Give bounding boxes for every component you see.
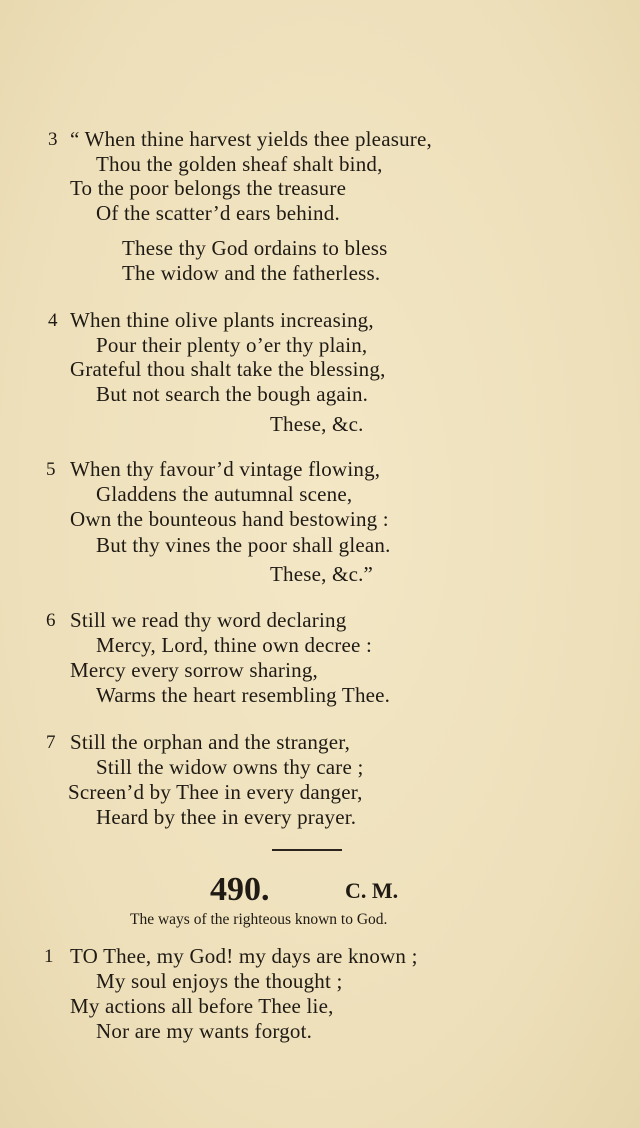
verse-line: Warms the heart resembling Thee. xyxy=(96,683,391,707)
verse-line: “ When thine harvest yields thee pleasure, xyxy=(70,127,432,151)
verse-line: TO Thee, my God! my days are known ; xyxy=(70,944,418,968)
refrain-line: These, &c. xyxy=(270,412,364,436)
hymn-subtitle: The ways of the righteous known to God. xyxy=(130,911,388,928)
verse-line: Screen’d by Thee in every danger, xyxy=(68,780,363,804)
verse-line: When thy favour’d vintage flowing, xyxy=(70,457,381,481)
hymn-meter: C. M. xyxy=(345,878,399,903)
refrain-line: These thy God ordains to bless xyxy=(122,236,388,260)
stanza-number: 5 xyxy=(46,459,56,480)
verse-line: But thy vines the poor shall glean. xyxy=(96,533,391,557)
refrain-line: These, &c.” xyxy=(270,562,374,586)
stanza-number: 3 xyxy=(48,129,58,150)
hymn-number: 490. xyxy=(210,871,270,908)
verse-line: Gladdens the autumnal scene, xyxy=(96,482,353,506)
verse-line: But not search the bough again. xyxy=(96,382,369,406)
verse-line: To the poor belongs the treasure xyxy=(70,176,347,200)
verse-line: Of the scatter’d ears behind. xyxy=(96,201,340,225)
verse-line: Nor are my wants forgot. xyxy=(96,1019,313,1043)
verse-line: Grateful thou shalt take the blessing, xyxy=(70,357,386,381)
verse-line: Mercy, Lord, thine own decree : xyxy=(96,633,372,657)
verse-line: Still the widow owns thy care ; xyxy=(96,755,364,779)
verse-line: When thine olive plants increasing, xyxy=(70,308,374,332)
refrain-line: The widow and the fatherless. xyxy=(122,261,381,285)
verse-line: Mercy every sorrow sharing, xyxy=(70,658,318,682)
verse-line: Thou the golden sheaf shalt bind, xyxy=(96,152,383,176)
stanza-number: 6 xyxy=(46,610,56,631)
verse-line: Still the orphan and the stranger, xyxy=(70,730,351,754)
verse-line: My actions all before Thee lie, xyxy=(70,994,334,1018)
verse-line: Heard by thee in every prayer. xyxy=(96,805,357,829)
stanza-number: 7 xyxy=(46,732,56,753)
section-divider xyxy=(272,849,342,851)
verse-line: Own the bounteous hand bestowing : xyxy=(70,507,389,531)
verse-line: Still we read thy word declaring xyxy=(70,608,347,632)
stanza-number: 4 xyxy=(48,310,58,331)
verse-line: Pour their plenty o’er thy plain, xyxy=(96,333,368,357)
verse-line: My soul enjoys the thought ; xyxy=(96,969,343,993)
stanza-number: 1 xyxy=(44,946,54,967)
